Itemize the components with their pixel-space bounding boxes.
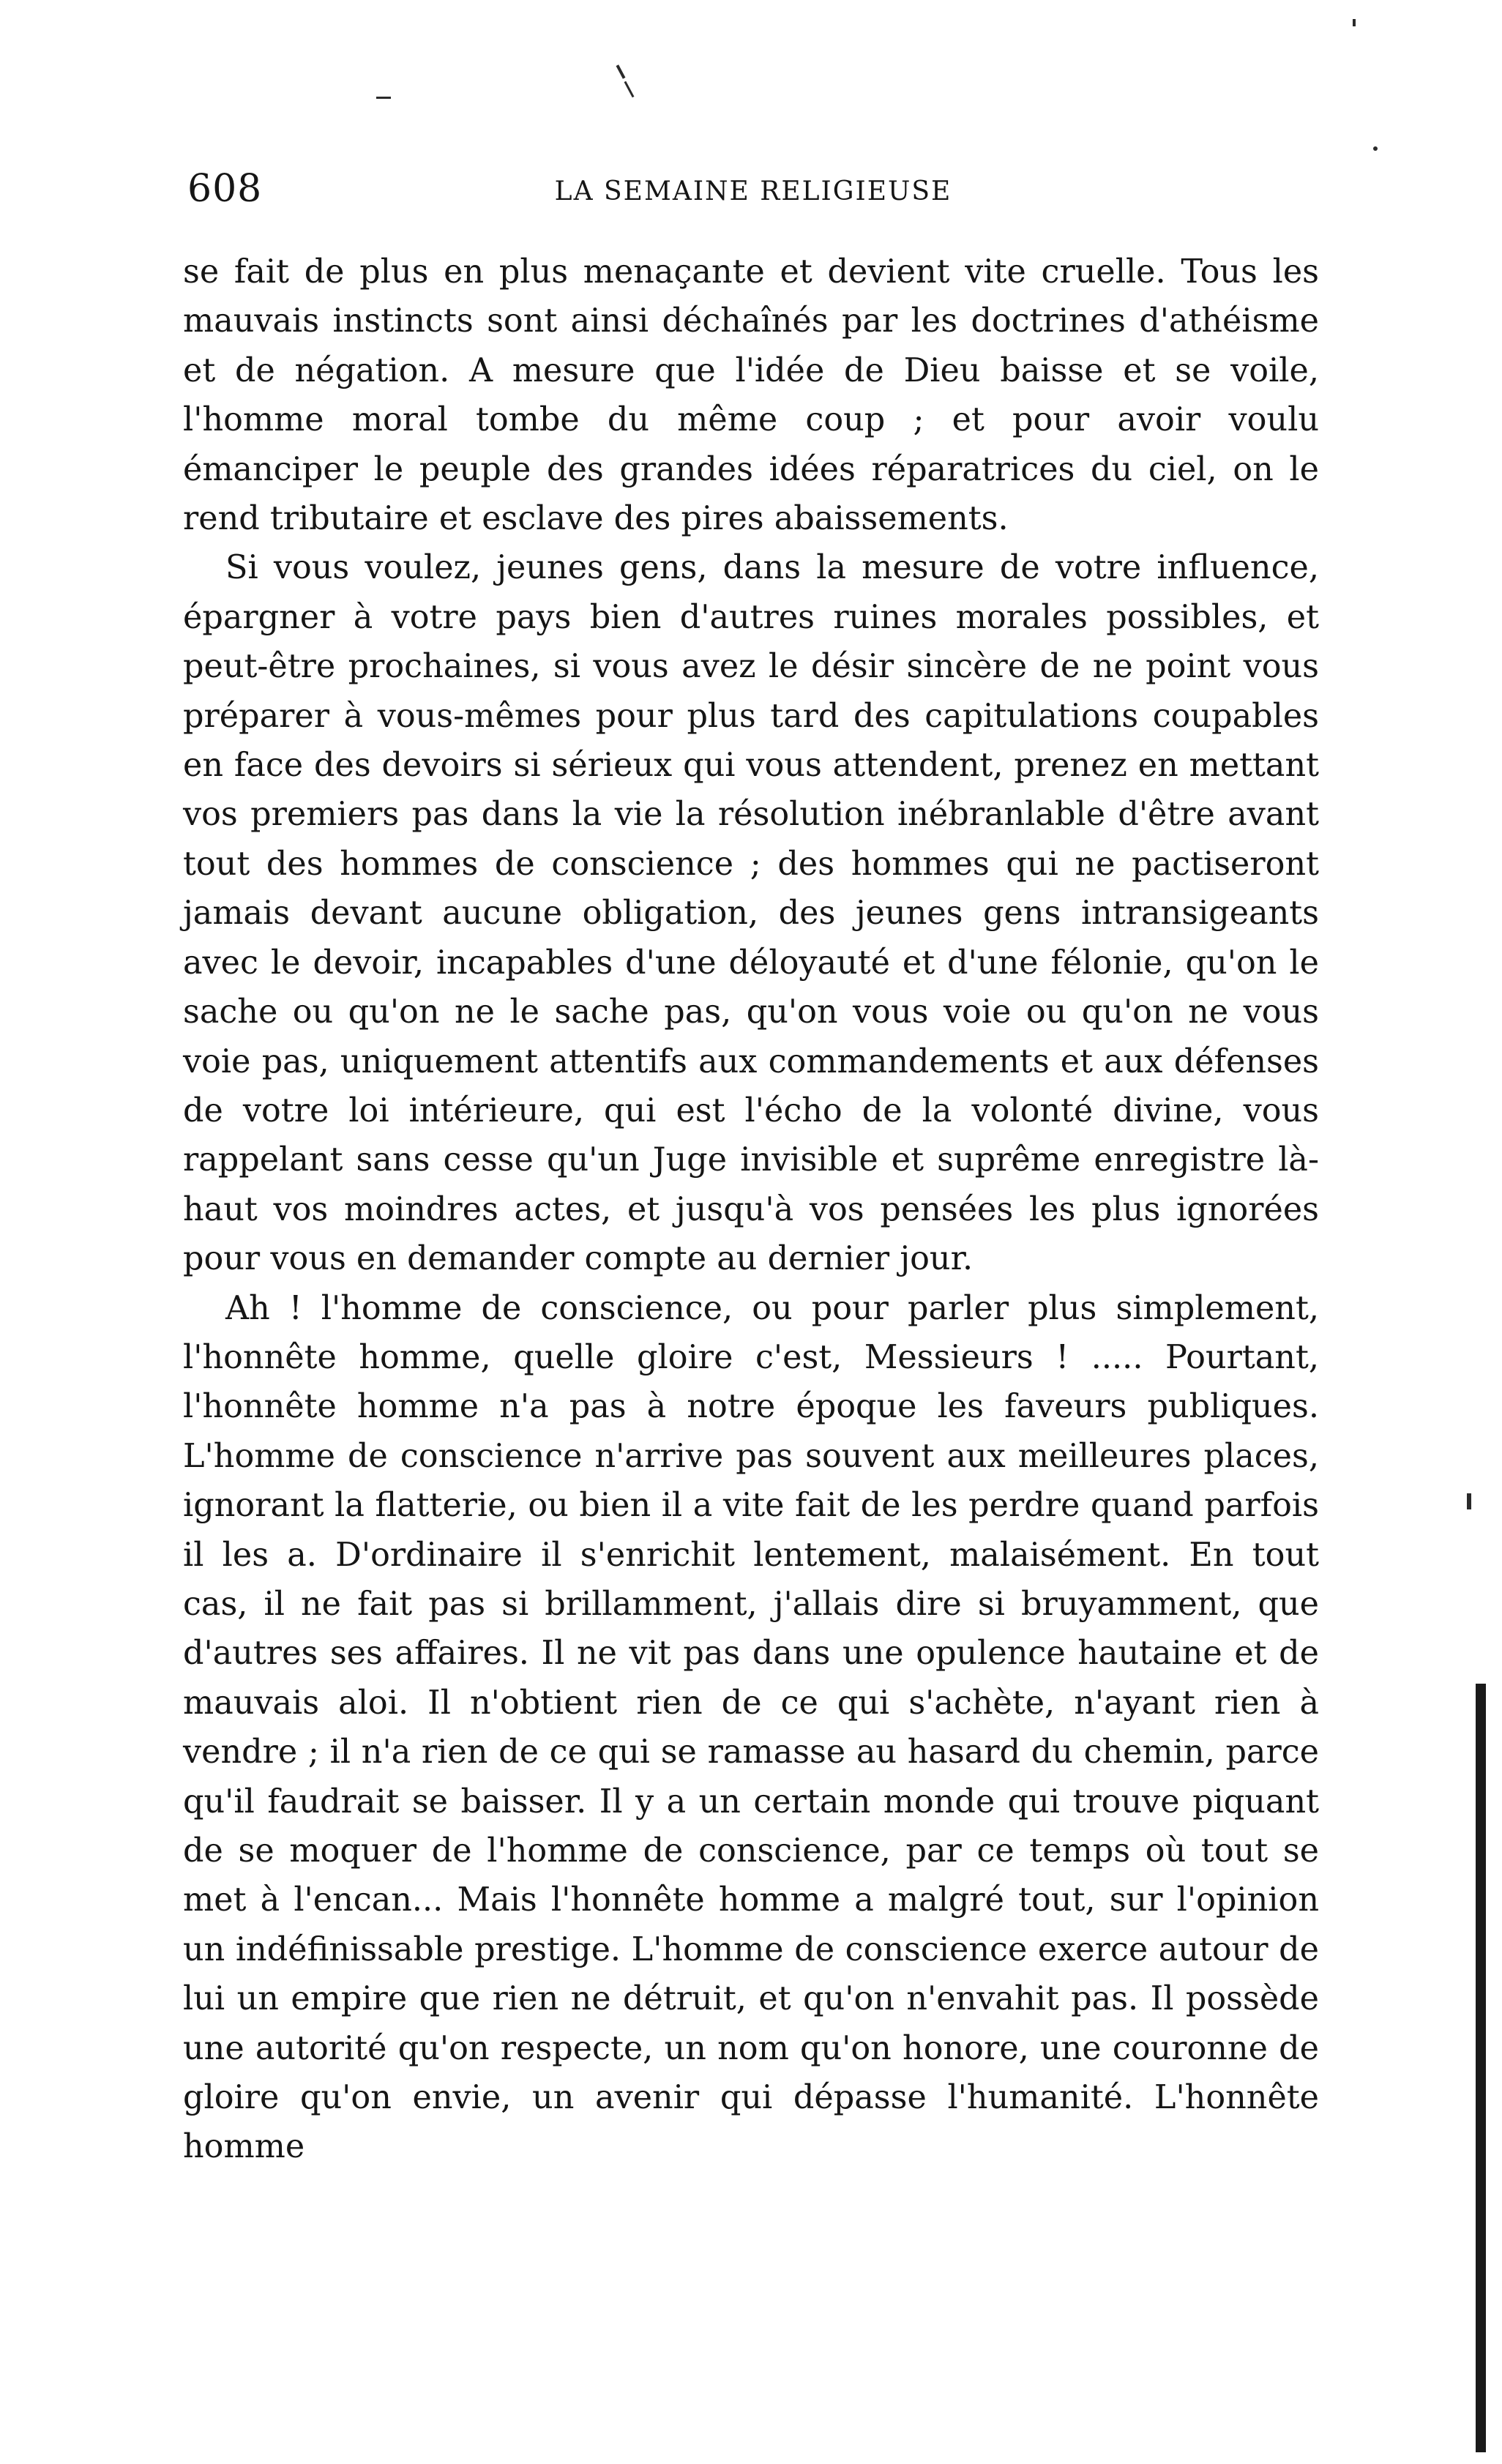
body-text [183, 247, 1319, 2172]
scan-speck [616, 64, 626, 79]
scan-speck [624, 81, 635, 98]
running-title: LA SEMAINE RELIGIEUSE [554, 176, 952, 206]
page-header [187, 160, 1319, 225]
paragraph-2: Si vous voulez, jeunes gens, dans la mesure de votre influence, épargner à votre pays bien d'autres ruines morales possibles, et peut-être prochaines, si vous avez le désir sincère de ne point vous préparer à vous-mêmes pour plus tard des capitulations coupables en face des devoirs si sérieux qui vous attendent, prenez en mettant vos premiers pas dans la vie la résolution inébranlable d'être avant tout des hommes de conscience ; des hommes qui ne pactiseront jamais devant aucune obligation, des jeunes gens intransigeants avec le devoir, incapables d'une déloyauté et d'une félonie, qu'on le sache ou qu'on ne le sache pas, qu'on vous voie ou qu'on ne vous voie pas, uniquement attentifs aux commandements et aux défenses de votre loi intérieure, qui est l'écho de la volonté divine, vous rappelant sans cesse qu'un Juge invisible et suprême enregistre là-haut vos moindres actes, et jusqu'à vos pensées les plus ignorées pour vous en demander compte au dernier jour. [183, 549, 1319, 1278]
scan-speck [1353, 19, 1356, 26]
scan-speck [1373, 146, 1378, 151]
page-number: 608 [187, 167, 263, 211]
paragraph-1: se fait de plus en plus menaçante et devient vite cruelle. Tous les mauvais instincts sont ainsi déchaînés par les doctrines d'athéisme et de négation. A mesure que l'idée de Dieu baisse et se voile, l'homme moral tombe du même coup ; et pour avoir voulu émanciper le peuple des grandes idées réparatrices du ciel, on le rend tributaire et esclave des pires abaissements. [183, 253, 1319, 538]
scan-edge-shadow [1476, 1684, 1486, 2452]
scan-speck [376, 97, 391, 99]
scan-speck [1467, 1493, 1471, 1509]
paragraph-3: Ah ! l'homme de conscience, ou pour parler plus simplement, l'honnête homme, quelle gloire c'est, Messieurs ! ..... Pourtant, l'honnête homme n'a pas à notre époque les faveurs publiques. L'homme de conscience n'arrive pas souvent aux meilleures places, ignorant la flatterie, ou bien il a vite fait de les perdre quand parfois il les a. D'ordinaire il s'enrichit lentement, malaisément. En tout cas, il ne fait pas si brillamment, j'allais dire si bruyamment, que d'autres ses affaires. Il ne vit pas dans une opulence hautaine et de mauvais aloi. Il n'obtient rien de ce qui s'achète, n'ayant rien à vendre ; il n'a rien de ce qui se ramasse au hasard du chemin, parce qu'il faudrait se baisser. Il y a un certain monde qui trouve piquant de se moquer de l'homme de conscience, par ce temps où tout se met à l'encan... Mais l'honnête homme a malgré tout, sur l'opinion un indéfinissable prestige. L'homme de conscience exerce autour de lui un empire que rien ne détruit, et qu'on n'envahit pas. Il possède une autorité qu'on respecte, un nom qu'on honore, une couronne de gloire qu'on envie, un avenir qui dépasse l'humanité. L'honnête homme [183, 1289, 1319, 2166]
